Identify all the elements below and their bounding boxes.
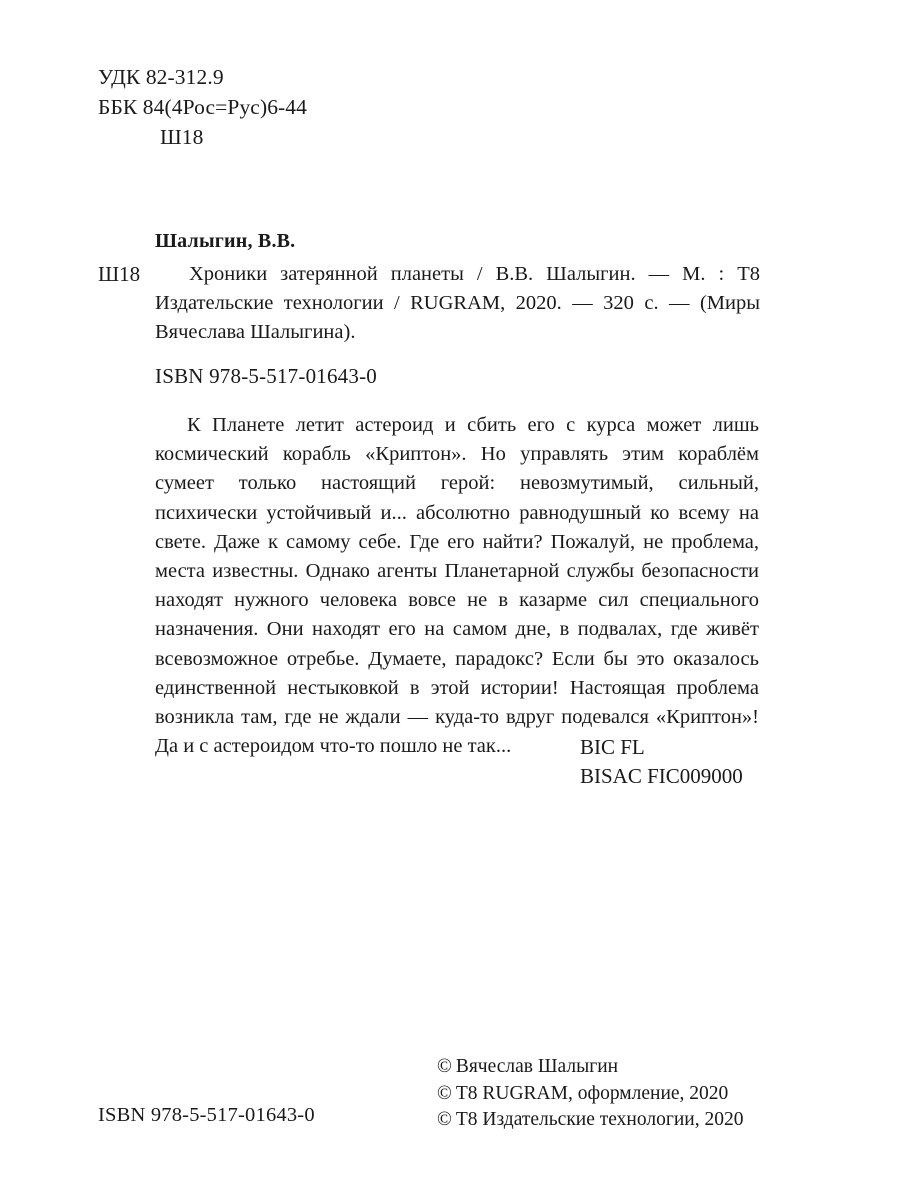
annotation-text: К Планете летит астероид и сбить его с курса может лишь космический корабль «Криптон». Но управлять этим кораблём сумеет только настоящий герой: невозмутимый, сильный, психически устойчивый и... абсолютно равнодушный ко всему на свете. Даже к самому себе. Где его найти? Пожалуй, не проблема, места известны. Однако агенты Планетарной службы безопасности находят нужного человека вовсе не в казарме сил специального назначения. Они находят его на самом дне, в подвалах, где живёт всевозможное отребье. Думаете, парадокс? Если бы это оказалось единственной нестыковкой в этой истории! Настоящая проблема возникла там, где не ждали — куда-то вдруг подевался «Криптон»! Да и с астероидом что-то пошло не так...	[155, 414, 759, 758]
subject-codes-block	[580, 733, 743, 791]
classification-block	[98, 62, 307, 152]
copyright-symbol-icon: ©	[437, 1109, 452, 1130]
copyright-line-design	[437, 1081, 743, 1108]
bib-description-text: Хроники затерянной планеты / В.В. Шалыгин. — М. : Т8 Издательские технологии / RUGRAM, 2020. — 320 с. — (Миры Вячеслава Шалыгина).	[155, 263, 760, 343]
bib-cutter-code: Ш18	[98, 262, 141, 286]
copyright-line-publisher	[437, 1107, 743, 1134]
bib-author-heading: Шалыгин, В.В.	[155, 230, 296, 252]
copyright-line-author	[437, 1054, 743, 1081]
bisac-code: BISAC FIC009000	[580, 764, 743, 788]
bic-code: BIC FL	[580, 735, 645, 759]
copyright-block	[437, 1054, 743, 1134]
copyright-author-text: Вячеслав Шалыгин	[455, 1056, 619, 1077]
copyright-publisher-text: Т8 Издательские технологии, 2020	[455, 1109, 744, 1130]
isbn-bottom: ISBN 978-5-517-01643-0	[98, 1104, 315, 1126]
isbn-top: ISBN 978-5-517-01643-0	[155, 364, 377, 388]
copyright-symbol-icon: ©	[437, 1056, 452, 1077]
bib-description	[98, 260, 760, 347]
bbk-code: ББК 84(4Рос=Рус)6-44	[98, 95, 308, 119]
bibliographic-record	[98, 228, 760, 347]
cutter-code: Ш18	[160, 125, 204, 149]
copyright-design-text: Т8 RUGRAM, оформление, 2020	[455, 1082, 729, 1104]
copyright-symbol-icon: ©	[437, 1082, 452, 1104]
udk-code: УДК 82-312.9	[98, 65, 224, 89]
